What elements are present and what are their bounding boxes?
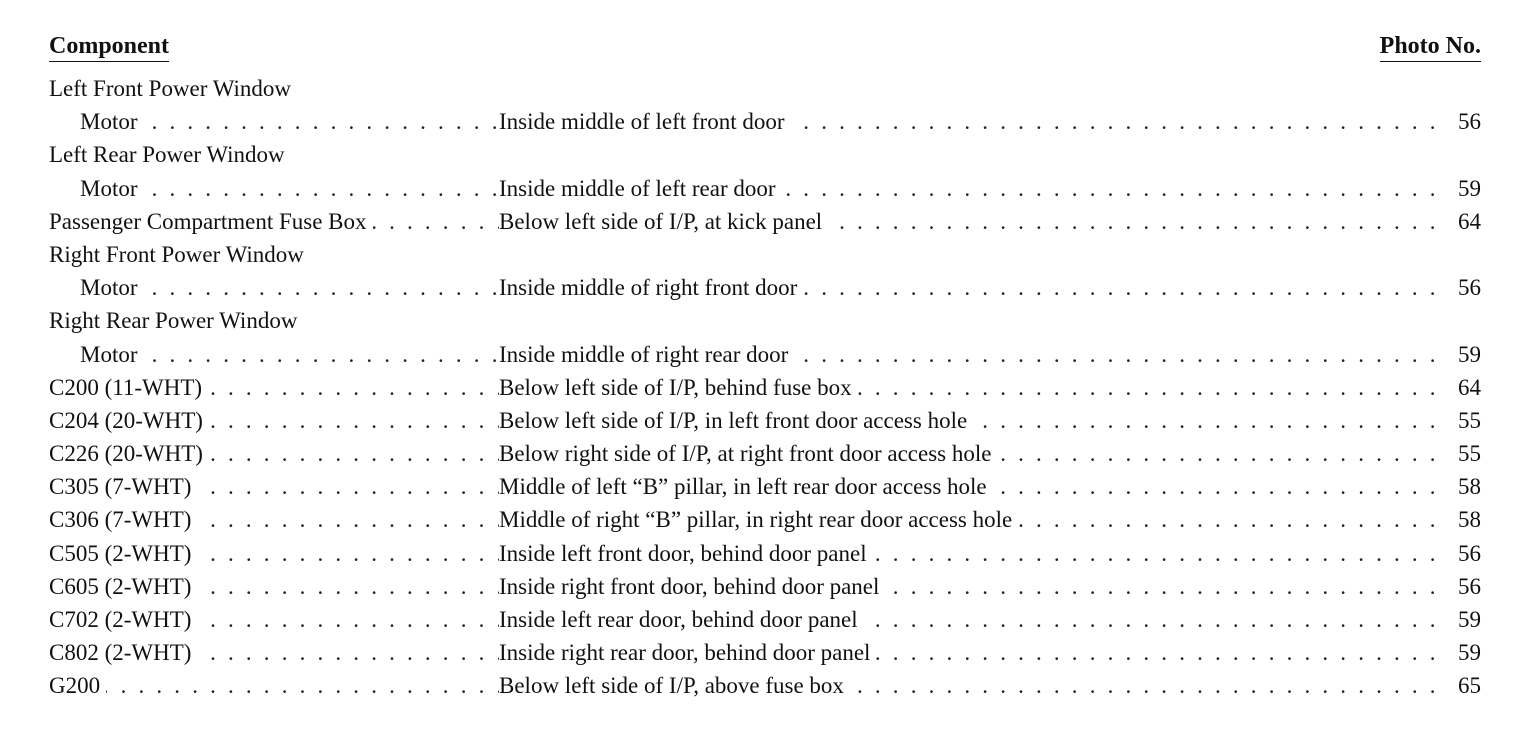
component-cell [49,636,499,669]
component-cell [49,138,949,171]
component-cell [49,304,949,337]
component-group-heading [49,238,1481,271]
photo-number: 55 [1458,407,1481,433]
table-row [49,503,1481,536]
photo-number: 56 [1458,540,1481,566]
component-name: C226 (20-WHT) [49,441,209,466]
component-column-header: Component [49,32,169,62]
location-text: Inside right front door, behind door panel [499,574,885,599]
table-row [49,636,1481,669]
component-name: Right Front Power Window [49,242,310,267]
location-text: Below left side of I/P, behind fuse box [499,375,858,400]
photo-number-column-header: Photo No. [1380,32,1481,62]
component-cell [49,404,499,437]
component-name: C305 (7-WHT) [49,474,197,499]
component-cell [49,603,499,636]
component-name: C605 (2-WHT) [49,574,197,599]
location-text: Inside middle of right rear door [499,342,794,367]
component-cell [49,72,949,105]
component-cell [80,172,499,205]
photo-number: 55 [1458,441,1481,467]
location-cell [499,205,1444,238]
location-cell [499,470,1444,503]
location-cell [499,503,1444,536]
table-row [49,338,1481,371]
photo-number: 56 [1458,275,1481,301]
table-body [49,72,1481,703]
location-text: Below right side of I/P, at right front door access hole [499,441,997,466]
location-cell [499,404,1444,437]
table-row [49,570,1481,603]
location-text: Below left side of I/P, in left front door access hole [499,408,973,433]
table-row [49,371,1481,404]
component-cell [49,669,499,702]
component-cell [80,271,499,304]
location-text: Middle of right “B” pillar, in right rear door access hole [499,507,1018,532]
component-name: C204 (20-WHT) [49,408,209,433]
table-row [49,437,1481,470]
table-row [49,205,1481,238]
location-cell [499,669,1444,702]
component-name: C802 (2-WHT) [49,640,197,665]
photo-number: 58 [1458,474,1481,500]
component-cell [80,338,499,371]
table-row [49,669,1481,702]
location-text: Inside right rear door, behind door panel [499,640,876,665]
photo-number: 59 [1458,175,1481,201]
location-text: Inside middle of right front door [499,275,803,300]
component-name: G200 [49,673,106,698]
location-text: Inside middle of left rear door [499,176,782,201]
table-row [49,172,1481,205]
location-text: Below left side of I/P, at kick panel [499,209,828,234]
photo-number: 59 [1458,607,1481,632]
component-name: Passenger Compartment Fuse Box [49,209,373,234]
component-name: Motor [80,176,144,201]
photo-number: 59 [1458,640,1481,666]
component-cell [49,437,499,470]
location-text: Inside left front door, behind door panel [499,541,873,566]
photo-number: 64 [1458,208,1481,234]
table-row [49,470,1481,503]
component-name: C505 (2-WHT) [49,541,197,566]
component-group-heading [49,72,1481,105]
component-group-heading [49,138,1481,171]
dot-leader [49,669,499,702]
photo-number: 59 [1458,341,1481,367]
component-cell [49,570,499,603]
component-name: C200 (11-WHT) [49,375,208,400]
component-cell [49,503,499,536]
location-cell [499,537,1444,570]
location-text: Middle of left “B” pillar, in left rear door access hole [499,474,993,499]
table-row [49,404,1481,437]
location-text: Below left side of I/P, above fuse box [499,673,850,698]
location-cell [499,338,1444,371]
location-cell [499,570,1444,603]
component-name: Left Rear Power Window [49,142,291,167]
component-name: Motor [80,342,144,367]
photo-number: 56 [1458,109,1481,135]
location-cell [499,636,1444,669]
photo-number: 58 [1458,507,1481,533]
table-row [49,105,1481,138]
location-cell [499,371,1444,404]
component-name: Motor [80,275,144,300]
location-cell [499,172,1444,205]
photo-number: 56 [1458,573,1481,599]
component-cell [80,105,499,138]
component-cell [49,238,949,271]
table-row [49,537,1481,570]
location-text: Inside middle of left front door [499,109,791,134]
component-cell [49,470,499,503]
component-name: C702 (2-WHT) [49,607,197,632]
location-cell [499,271,1444,304]
location-cell [499,437,1444,470]
photo-number: 65 [1458,673,1481,699]
component-cell [49,537,499,570]
component-cell [49,371,499,404]
table-header [49,30,1481,72]
table-row [49,603,1481,636]
component-group-heading [49,304,1481,337]
location-cell [499,603,1444,636]
table-row [49,271,1481,304]
location-text: Inside left rear door, behind door panel [499,607,864,632]
photo-number: 64 [1458,374,1481,400]
component-name: C306 (7-WHT) [49,507,197,532]
component-name: Motor [80,109,144,134]
component-name: Right Rear Power Window [49,308,303,333]
location-cell [499,105,1444,138]
component-location-table [49,30,1481,703]
component-name: Left Front Power Window [49,76,297,101]
component-cell [49,205,499,238]
